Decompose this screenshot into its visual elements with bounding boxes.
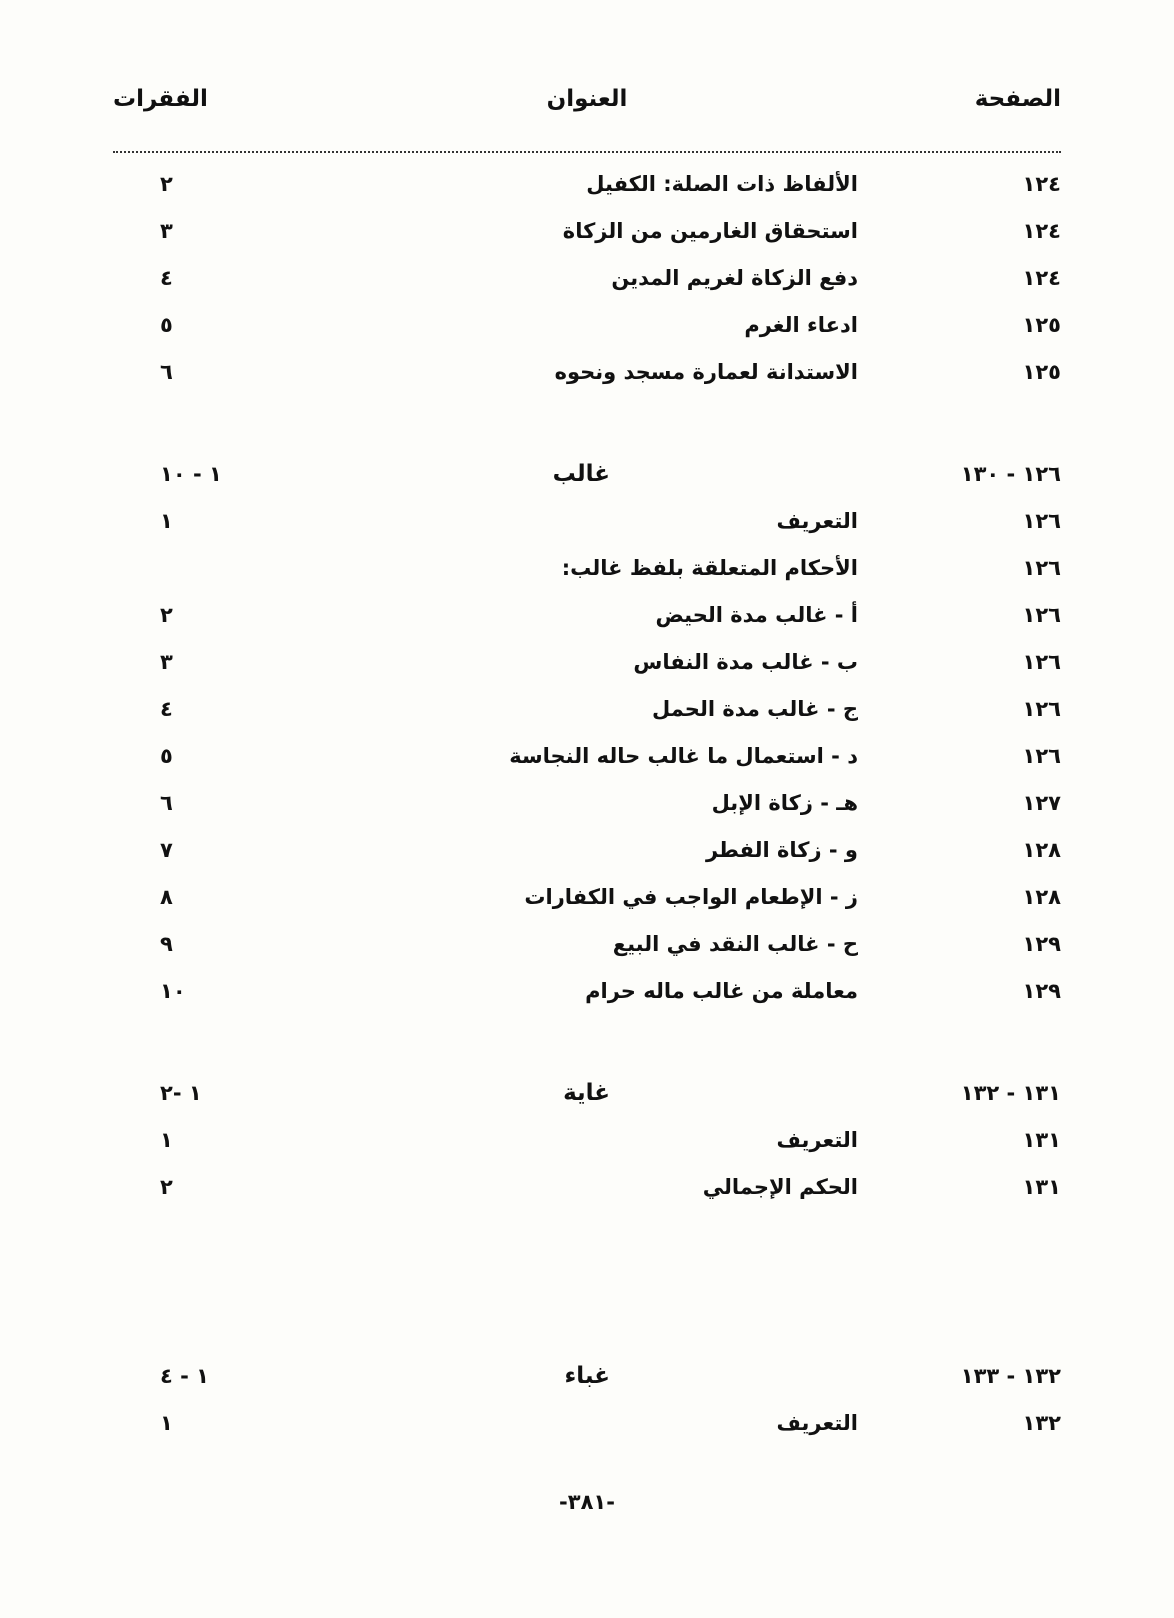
toc-paragraph-range: ١ [160,1128,173,1152]
toc-paragraph-range: ٣ [160,219,173,243]
toc-row [0,350,1174,394]
toc-paragraph-range: ١٠ [160,979,186,1003]
toc-page-number: ١٢٧ [1022,791,1061,815]
toc-section-row [0,452,1174,496]
toc-page-number: ١٢٦ [1022,697,1061,721]
toc-entry-title: الألفاظ ذات الصلة: الكفيل [586,172,858,196]
toc-page-number: ١٣١ [1022,1128,1061,1152]
toc-row [0,256,1174,300]
toc-row [0,499,1174,543]
toc-entry-title: د - استعمال ما غالب حاله النجاسة [509,744,858,768]
toc-paragraph-range: ٢ [160,172,173,196]
toc-row [0,1401,1174,1445]
toc-page-number: ١٢٦ [1022,650,1061,674]
toc-paragraph-range: ٩ [160,932,173,956]
toc-page-number: ١٢٤ [1022,219,1061,243]
toc-row [0,969,1174,1013]
toc-entry-title: الاستدانة لعمارة مسجد ونحوه [554,360,858,384]
toc-page-number: ١٢٦ [1022,556,1061,580]
toc-section-page-range: ١٣١ - ١٣٢ [960,1081,1061,1105]
toc-paragraph-range: ٧ [160,838,173,862]
toc-entry-title: التعريف [776,509,858,533]
toc-paragraph-range: ٦ [160,791,173,815]
toc-paragraph-range: ٦ [160,360,173,384]
toc-paragraph-range: ٥ [160,313,173,337]
toc-section-row [0,1071,1174,1115]
toc-page-number: ١٢٩ [1022,932,1061,956]
page-number: -٣٨١- [559,1490,615,1514]
toc-page-number: ١٢٦ [1022,509,1061,533]
title-column-label: العنوان [546,86,628,112]
toc-row [0,1118,1174,1162]
toc-row [0,640,1174,684]
toc-row [0,922,1174,966]
toc-entry-title: هـ - زكاة الإبل [711,791,858,815]
toc-entry-title: التعريف [776,1128,858,1152]
toc-page-number: ١٢٨ [1022,885,1061,909]
paragraphs-column-label: الفقرات [113,86,208,112]
toc-entry-title: التعريف [776,1411,858,1435]
toc-page-number: ١٢٦ [1022,744,1061,768]
toc-page-number: ١٢٨ [1022,838,1061,862]
toc-page-number: ١٢٩ [1022,979,1061,1003]
toc-row [0,1165,1174,1209]
toc-page-number: ١٢٤ [1022,266,1061,290]
toc-section-title: غباء [564,1363,610,1389]
toc-section-row [0,1354,1174,1398]
toc-row [0,687,1174,731]
toc-entry-title: ب - غالب مدة النفاس [633,650,858,674]
toc-row [0,593,1174,637]
toc-page-number: ١٣٢ [1022,1411,1061,1435]
toc-entry-title: استحقاق الغارمين من الزكاة [562,219,858,243]
toc-row [0,734,1174,778]
toc-section-paragraph-range: ١ - ٤ [160,1364,209,1388]
toc-entry-title: معاملة من غالب ماله حرام [585,979,858,1003]
toc-entry-title: ج - غالب مدة الحمل [651,697,858,721]
toc-section-page-range: ١٢٦ - ١٣٠ [960,462,1061,486]
toc-section-title: غالب [552,461,610,487]
toc-row [0,828,1174,872]
toc-row [0,209,1174,253]
toc-paragraph-range: ١ [160,1411,173,1435]
toc-section-paragraph-range: ١ -٢ [160,1081,202,1105]
toc-paragraph-range: ٣ [160,650,173,674]
toc-row [0,875,1174,919]
toc-page-number: ١٢٤ [1022,172,1061,196]
toc-paragraph-range: ١ [160,509,173,533]
toc-row [0,546,1174,590]
toc-entry-title: الأحكام المتعلقة بلفظ غالب: [561,556,858,580]
page-column-label: الصفحة [974,86,1061,112]
toc-section-paragraph-range: ١ - ١٠ [160,462,222,486]
toc-paragraph-range: ٢ [160,1175,173,1199]
toc-section-title: غاية [563,1080,610,1106]
toc-row [0,303,1174,347]
toc-paragraph-range: ٢ [160,603,173,627]
toc-page-number: ١٢٥ [1022,313,1061,337]
toc-paragraph-range: ٨ [160,885,173,909]
toc-entry-title: ادعاء الغرم [744,313,858,337]
toc-section-page-range: ١٣٢ - ١٣٣ [960,1364,1061,1388]
toc-paragraph-range: ٥ [160,744,173,768]
toc-row [0,162,1174,206]
toc-page-number: ١٣١ [1022,1175,1061,1199]
toc-page-number: ١٢٥ [1022,360,1061,384]
toc-entry-title: ز - الإطعام الواجب في الكفارات [524,885,858,909]
toc-paragraph-range: ٤ [160,266,173,290]
toc-row [0,781,1174,825]
toc-page-number: ١٢٦ [1022,603,1061,627]
toc-paragraph-range: ٤ [160,697,173,721]
toc-entry-title: دفع الزكاة لغريم المدين [611,266,858,290]
toc-entry-title: و - زكاة الفطر [705,838,858,862]
toc-entry-title: الحكم الإجمالي [702,1175,858,1199]
toc-entry-title: ح - غالب النقد في البيع [612,932,858,956]
toc-entry-title: أ - غالب مدة الحيض [655,603,858,627]
